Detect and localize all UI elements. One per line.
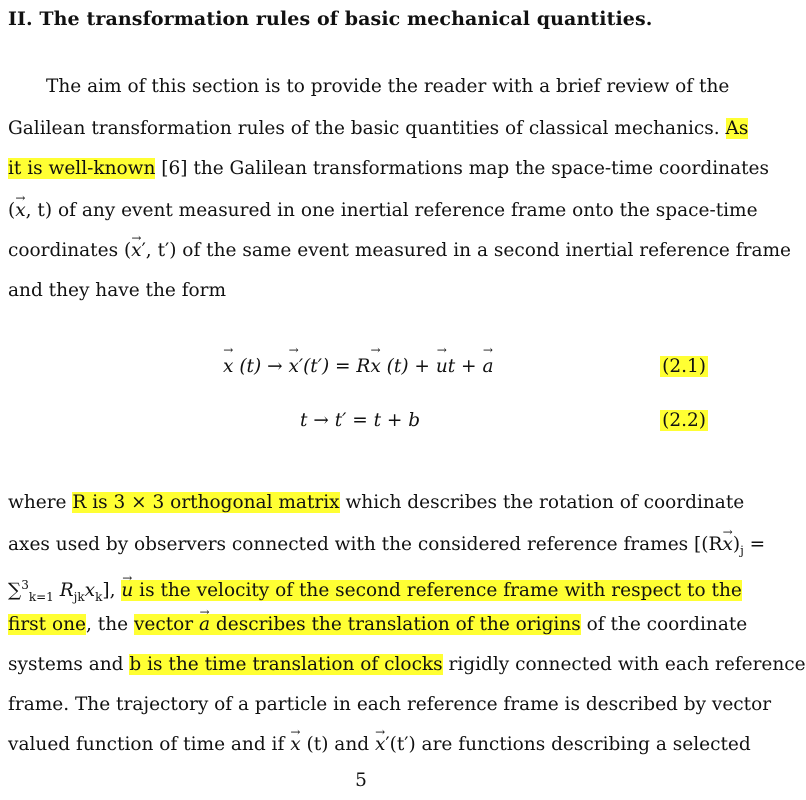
text-span: (t) and [300, 734, 370, 755]
equation-number-2-1: (2.1) [662, 356, 706, 377]
paragraph-1-line-6: and they have the form [8, 280, 227, 301]
paragraph-2-line-3 [8, 572, 742, 610]
highlight-as: As [725, 118, 749, 139]
equation-number-2-2: (2.2) [662, 410, 706, 431]
vector-x: → x [722, 532, 732, 558]
equation-2-2: t → t′ = t + b [300, 410, 421, 431]
eq-part: (t) → [233, 356, 289, 377]
text-span: systems and [8, 654, 124, 675]
equation-2-1 [223, 356, 493, 377]
paragraph-2-line-6: frame. The trajectory of a particle in each reference frame is described by vector [8, 694, 772, 715]
paragraph-1-line-5 [8, 238, 791, 264]
highlight-orthogonal-matrix: R is 3 × 3 orthogonal matrix [72, 492, 340, 513]
paragraph-2-line-7 [8, 732, 751, 758]
text-span: coordinates ( [8, 240, 132, 261]
text-span: rigidly connected with each reference [448, 654, 806, 675]
text-span: where [8, 492, 67, 513]
vector-x: → x [288, 356, 298, 377]
text-span: , the [86, 614, 129, 635]
text-span: axes used by observers connected with the considered reference frames [(R [8, 534, 723, 555]
page-number: 5 [355, 770, 367, 791]
paragraph-2-line-1 [8, 490, 745, 516]
vector-a: → a [199, 612, 210, 638]
vector-x: → x [290, 732, 300, 758]
text-span: which describes the rotation of coordinate [345, 492, 745, 513]
text-span: ′(t′) are functions describing a selected [385, 734, 751, 755]
text-span: , t) of any event measured in one inertial reference frame onto the space-time [25, 200, 758, 221]
section-heading: II. The transformation rules of basic mechanical quantities. [8, 8, 653, 30]
paragraph-1-line-4 [8, 198, 758, 224]
text-span: = [743, 534, 766, 555]
paragraph-1-line-3 [8, 156, 769, 182]
highlight-time-translation: b is the time translation of clocks [129, 654, 443, 675]
text-span: describes the translation of the origins [210, 614, 581, 635]
eq-part: t + [447, 356, 483, 377]
vector-x: → x [223, 356, 233, 377]
text-span: ) [732, 534, 741, 555]
eq-part: ′(t′) = R [298, 356, 371, 377]
paragraph-1-line-1: The aim of this section is to provide the reader with a brief review of the [46, 76, 730, 97]
text-span: is the velocity of the second reference frame with respect to the [133, 580, 742, 602]
sum-lower: k=1 [28, 589, 54, 604]
vector-u: → u [121, 578, 133, 604]
highlight-velocity [121, 580, 741, 601]
subscript-k: k [95, 589, 103, 604]
paragraph-1-line-2 [8, 116, 749, 142]
text-span: [6] the Galilean transformations map the space-time coordinates [161, 158, 769, 179]
subscript-jk: jk [73, 589, 85, 604]
vector-x-prime: → x [131, 238, 141, 264]
text-span: of the coordinate [586, 614, 748, 635]
highlight-vector-a [134, 614, 581, 635]
text-span: valued function of time and if [8, 734, 285, 755]
highlight-well-known: it is well-known [8, 158, 156, 179]
vector-x-prime: → x [375, 732, 385, 758]
text-span: ′, t′) of the same event measured in a second inertial reference frame [141, 240, 791, 261]
text-span: vector [133, 614, 200, 635]
subscript-j: j [740, 543, 744, 558]
text-span: ], [102, 580, 116, 602]
sum-upper: 3 [21, 578, 29, 592]
vector-x: → x [370, 356, 380, 377]
matrix-r: R [53, 580, 74, 602]
highlight-first-one: first one [8, 614, 86, 635]
sum-symbol: ∑ [8, 580, 22, 602]
eq-part: (t) + [380, 356, 436, 377]
x-k: x [84, 580, 96, 602]
text-span: ( [8, 200, 16, 221]
paragraph-2-line-2 [8, 532, 766, 564]
vector-u: → u [436, 356, 448, 377]
vector-x: → x [15, 198, 25, 224]
text-span: Galilean transformation rules of the basic quantities of classical mechanics. [8, 118, 720, 139]
vector-a: → a [482, 356, 493, 377]
paragraph-2-line-4 [8, 612, 748, 638]
paragraph-2-line-5 [8, 652, 806, 678]
